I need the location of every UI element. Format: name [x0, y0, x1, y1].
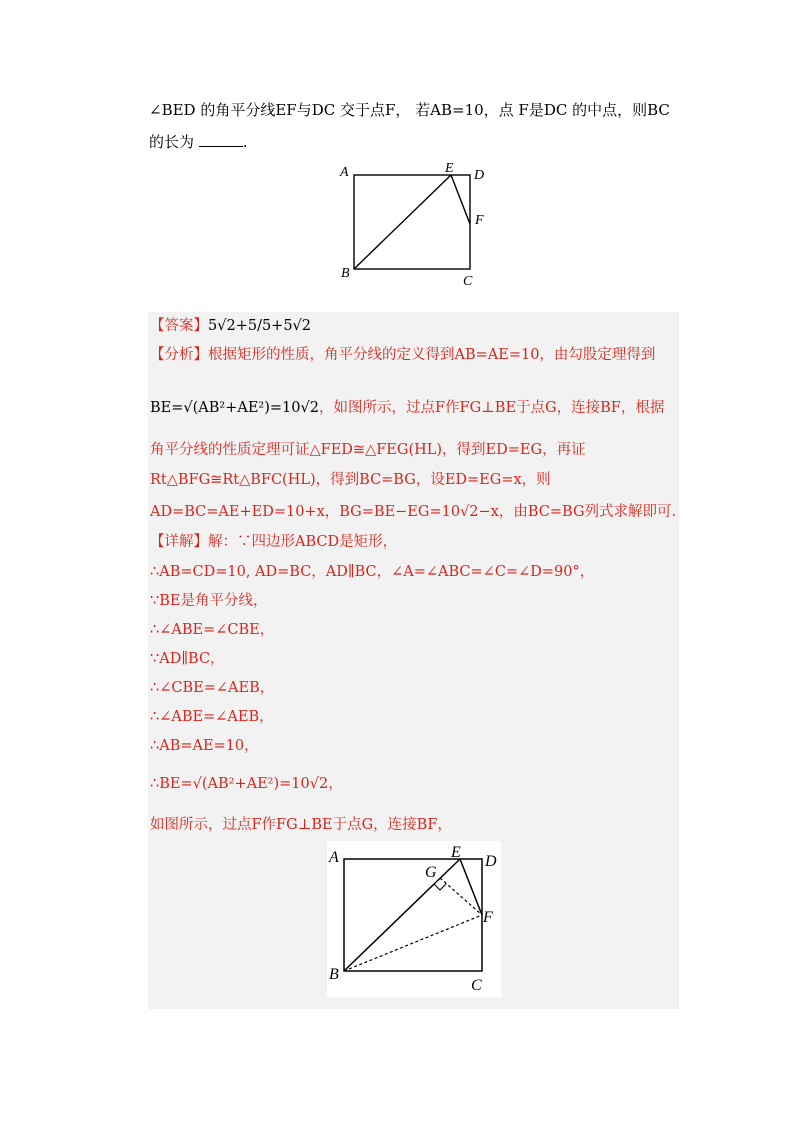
segment2-gf	[440, 878, 482, 915]
detail-text-5: ∵AD∥BC，	[150, 651, 225, 667]
detail-text-8: ∴AB=AE=10，	[150, 738, 259, 754]
segment2-be	[344, 859, 460, 971]
answer-blank	[199, 132, 243, 147]
detail-line-7	[150, 707, 274, 727]
answer-value: 5√2+5/5+5√2	[208, 318, 312, 334]
question-text-2: 的长为	[149, 133, 195, 151]
segment2-bf	[344, 915, 482, 971]
analysis-line-5	[150, 502, 676, 522]
label-e: E	[445, 161, 454, 176]
analysis-text-2: ，如图所示，过点F作FG⊥BE于点G，连接BF，根据	[318, 400, 665, 416]
label-d: D	[474, 168, 485, 183]
analysis-text-4: Rt△BFG≅Rt△BFC(HL)，得到BC=BG，设ED=EG=x，则	[150, 472, 551, 488]
label2-d: D	[485, 853, 497, 870]
detail-text-10: 如图所示，过点F作FG⊥BE于点G，连接BF，	[150, 817, 452, 833]
detail-text-7: ∴∠ABE=∠AEB，	[150, 709, 274, 725]
detail-text-2: ∴AB=CD=10, AD=BC，AD∥BC，∠A=∠ABC=∠C=∠D=90°，	[150, 564, 595, 580]
label2-a: A	[329, 849, 339, 866]
detail-line-3	[150, 591, 267, 611]
detail-text-3: ∵BE是角平分线，	[150, 593, 268, 609]
segment-be	[354, 175, 451, 269]
question-text-2-end: .	[242, 133, 248, 151]
detail-line-8	[150, 736, 259, 756]
detail-text-6: ∴∠CBE=∠AEB，	[150, 680, 275, 696]
analysis-formula-be: BE=√(AB²+AE²)=10√2	[150, 400, 319, 416]
detail-line-1	[150, 532, 397, 552]
figure-rectangle-1	[335, 158, 495, 290]
analysis-line-1	[150, 345, 655, 365]
detail-line-4	[150, 620, 274, 640]
label2-e: E	[451, 844, 461, 861]
question-line-1	[149, 100, 670, 120]
analysis-text-3: 角平分线的性质定理可证△FED≅△FEG(HL)，得到ED=EG，再证	[150, 442, 586, 458]
label2-b: B	[329, 966, 339, 983]
detail-line-6	[150, 678, 274, 698]
answer-tag: 【答案】	[150, 318, 208, 334]
detail-tag: 【详解】	[150, 534, 208, 550]
label-c: C	[463, 274, 473, 289]
segment-ef	[451, 175, 470, 224]
detail-line-2	[150, 562, 594, 582]
analysis-line-4	[150, 470, 551, 490]
segment2-ef	[460, 859, 482, 915]
analysis-text-1: 根据矩形的性质，角平分线的定义得到AB=AE=10，由勾股定理得到	[208, 347, 656, 363]
label-b: B	[341, 266, 350, 281]
analysis-line-2	[150, 398, 664, 418]
analysis-tag: 【分析】	[150, 347, 208, 363]
right-angle-mark	[434, 884, 446, 890]
rect-abcd	[354, 175, 470, 269]
question-text-1: ∠BED 的角平分线EF与DC 交于点F， 若AB=10，点 F是DC 的中点，则BC	[149, 101, 670, 119]
detail-text-1: 解：∵四边形ABCD是矩形，	[208, 534, 398, 550]
label2-c: C	[471, 977, 482, 994]
answer-line	[150, 316, 311, 336]
detail-line-10	[150, 815, 452, 835]
detail-line-9	[150, 774, 343, 794]
detail-text-9: ∴BE=√(AB²+AE²)=10√2，	[150, 776, 343, 792]
label-a: A	[340, 165, 349, 180]
label-f: F	[475, 213, 484, 228]
rect2-abcd	[344, 859, 482, 971]
analysis-line-3	[150, 440, 586, 460]
figure-rectangle-2	[327, 841, 501, 997]
label2-f: F	[483, 909, 493, 926]
analysis-text-5: AD=BC=AE+ED=10+x，BG=BE−EG=10√2−x，由BC=BG列式求解即可.	[150, 504, 677, 520]
question-line-2	[149, 132, 248, 152]
label2-g: G	[425, 864, 437, 881]
detail-line-5	[150, 649, 225, 669]
detail-text-4: ∴∠ABE=∠CBE，	[150, 622, 275, 638]
